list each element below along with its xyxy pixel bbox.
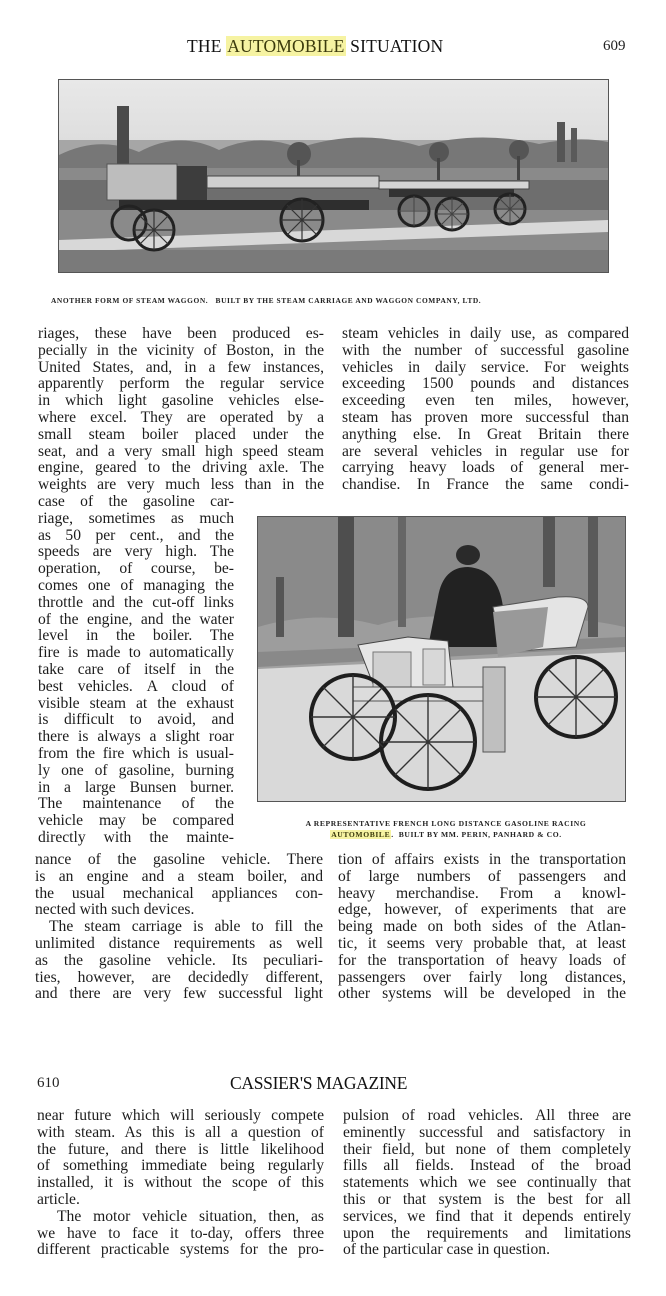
- text-line: heavy merchandise. From a knowl-: [338, 884, 626, 902]
- text-line: as the gasoline vehicle. Its peculiari-: [35, 951, 323, 969]
- text-line: vehicles in daily service. For weights: [342, 358, 629, 376]
- text-line: case of the gasoline car-: [38, 493, 234, 510]
- text-line: this or that system is the best for all: [343, 1190, 631, 1208]
- page-610-right-column: [343, 1108, 631, 1259]
- text-line: take care of itself in the: [38, 660, 234, 678]
- text-line: apparently perform the regular service: [38, 375, 324, 393]
- search-highlight-automobile: AUTOMOBILE: [227, 36, 345, 56]
- running-head-prefix: THE: [187, 36, 222, 56]
- page-number-610: 610: [37, 1075, 60, 1091]
- text-line: their field, but none of them completely: [343, 1140, 631, 1158]
- running-head-609: [187, 36, 443, 57]
- text-line: services, we find that it depends entirely: [343, 1207, 631, 1225]
- text-line: fire is made to automatically: [38, 644, 234, 662]
- text-line: the usual mechanical appliances con-: [35, 884, 323, 902]
- text-line: riages, these have been produced es-: [38, 325, 324, 342]
- text-line: in which light gasoline vehicles else-: [38, 392, 324, 410]
- text-line: small steam boiler placed under the: [38, 425, 324, 443]
- text-line: tion of affairs exists in the transportation: [338, 851, 626, 868]
- text-line: statements which we see continually that: [343, 1174, 631, 1192]
- photo-steam-waggon: [58, 79, 609, 273]
- text-line: The maintenance of the: [38, 795, 234, 813]
- text-line: United States, and, in a few instances,: [38, 358, 324, 376]
- text-line: carrying heavy loads of general mer-: [342, 459, 629, 477]
- text-line: steam has proven more successful than: [342, 408, 629, 426]
- page-610-left-column: [37, 1108, 324, 1259]
- text-line: best vehicles. A cloud of: [38, 677, 234, 695]
- text-line: anything else. In Great Britain there: [342, 425, 629, 443]
- right-column-bottom: [338, 852, 626, 1003]
- text-line: visible steam at the exhaust: [38, 694, 234, 712]
- text-line: with the number of successful gasoline: [342, 341, 629, 359]
- text-line: with steam. As this is all a question of: [37, 1123, 324, 1141]
- text-line: The motor vehicle situation, then, as: [57, 1207, 324, 1225]
- text-line: article.: [37, 1190, 80, 1208]
- text-line: pulsion of road vehicles. All three are: [343, 1107, 631, 1124]
- search-highlight-automobile-caption: AUTOMOBILE: [331, 830, 391, 839]
- racing-automobile-illustration: [258, 517, 625, 801]
- figure-caption-steam-waggon: ANOTHER FORM OF STEAM WAGGON. BUILT BY THE STEAM CARRIAGE AND WAGGON COMPANY, LTD.: [51, 296, 482, 305]
- text-line: being made on both sides of the Atlan-: [338, 918, 626, 936]
- text-line: is difficult to avoid, and: [38, 711, 234, 729]
- text-line: directly with the mainte-: [38, 828, 234, 846]
- text-line: steam vehicles in daily use, as compared: [342, 325, 629, 342]
- text-line: chandise. In France the same condi-: [342, 476, 629, 494]
- text-line: upon the requirements and limitations: [343, 1224, 631, 1242]
- text-line: of the particular case in question.: [343, 1241, 550, 1259]
- text-line: where excel. They are operated by a: [38, 408, 324, 426]
- caption-line-1: A REPRESENTATIVE FRENCH LONG DISTANCE GASOLINE RACING: [305, 819, 587, 828]
- text-line: tic, it seems very probable that, at least: [338, 934, 626, 952]
- text-line: passengers over fairly long distances,: [338, 968, 626, 986]
- text-line: weights are very much less than in the: [38, 476, 324, 494]
- text-line: engine, geared to the driving axle. The: [38, 459, 324, 477]
- text-line: from the fire which is usual-: [38, 744, 234, 762]
- text-line: near future which will seriously compete: [37, 1107, 324, 1124]
- text-line: eminently successful and satisfactory in: [343, 1123, 631, 1141]
- text-line: speeds are very high. The: [38, 543, 234, 561]
- text-line: seat, and a very small high speed steam: [38, 442, 324, 460]
- text-line: we have to face it to-day, offers three: [37, 1224, 324, 1242]
- text-line: throttle and the cut-off links: [38, 593, 234, 611]
- text-line: of something immediate being regularly: [37, 1157, 324, 1175]
- text-line: installed, it is without the scope of this: [37, 1174, 324, 1192]
- page-number-609: 609: [603, 38, 626, 54]
- text-line: operation, of course, be-: [38, 560, 234, 578]
- text-line: fills all fields. Instead of the broad: [343, 1157, 631, 1175]
- text-line: is an engine and a steam boiler, and: [35, 867, 323, 885]
- text-line: there is always a slight roar: [38, 728, 234, 746]
- left-column-narrow: [38, 494, 234, 847]
- text-line: exceeding even ten miles, however,: [342, 392, 629, 410]
- text-line: ties, however, are decidedly different,: [35, 968, 323, 986]
- text-line: edge, however, of experiments that are: [338, 901, 626, 919]
- text-line: unlimited distance requirements as well: [35, 934, 323, 952]
- text-line: nance of the gasoline vehicle. There: [35, 851, 323, 868]
- caption-line-2-rest: . BUILT BY MM. PERIN, PANHARD & CO.: [391, 830, 562, 839]
- text-line: comes one of managing the: [38, 576, 234, 594]
- text-line: riage, sometimes as much: [38, 509, 234, 527]
- text-line: ly one of gasoline, burning: [38, 761, 234, 779]
- text-line: pecially in the vicinity of Boston, in the: [38, 341, 324, 359]
- text-line: nected with such devices.: [35, 901, 195, 919]
- steam-waggon-illustration: [59, 80, 608, 272]
- right-column-top: [342, 326, 629, 494]
- text-line: the future, and there is little likelihood: [37, 1140, 324, 1158]
- text-line: vehicle may be compared: [38, 812, 234, 830]
- text-line: exceeding 1500 pounds and distances: [342, 375, 629, 393]
- text-line: of the engine, and the water: [38, 610, 234, 628]
- running-head-610: CASSIER'S MAGAZINE: [230, 1073, 408, 1093]
- text-line: of large numbers of passengers and: [338, 867, 626, 885]
- left-column-top: [38, 326, 324, 494]
- text-line: other systems will be developed in the: [338, 985, 626, 1003]
- text-line: are several vehicles in regular use for: [342, 442, 629, 460]
- text-line: and there are very few successful light: [35, 985, 323, 1003]
- text-line: for the transportation of heavy loads of: [338, 951, 626, 969]
- photo-french-racing-automobile: [257, 516, 626, 802]
- text-line: in a large Bunsen burner.: [38, 778, 234, 796]
- caption-line-2: [266, 829, 626, 840]
- text-line: level in the boiler. The: [38, 627, 234, 645]
- running-head-suffix: SITUATION: [350, 36, 444, 56]
- text-line: different practicable systems for the pro-: [37, 1241, 324, 1259]
- text-line: The steam carriage is able to fill the: [49, 918, 323, 936]
- figure-caption-racing-automobile: [266, 818, 626, 840]
- left-column-bottom: [35, 852, 323, 1003]
- text-line: as 50 per cent., and the: [38, 526, 234, 544]
